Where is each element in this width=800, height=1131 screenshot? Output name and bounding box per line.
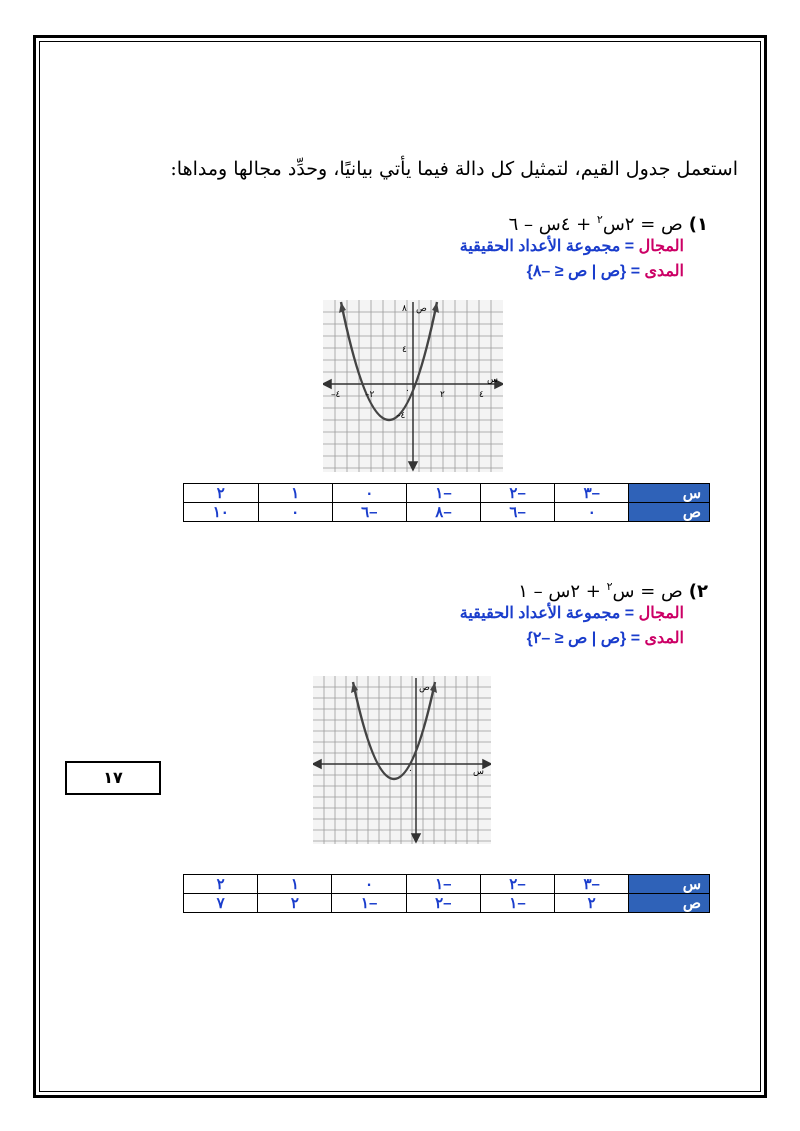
table-cell: ١ [258, 875, 332, 894]
problem-1-range: المدى = {ص | ص ≤ –٨} [526, 263, 684, 280]
table-cell: –١ [332, 894, 406, 913]
problem-2-number: ٢) [688, 581, 708, 602]
table-cell: –١ [406, 484, 480, 503]
table-cell: ٠ [258, 503, 332, 522]
y-tick-4: ٤ [402, 345, 407, 355]
table-cell: –١ [480, 894, 554, 913]
problem-1-domain: المجال = مجموعة الأعداد الحقيقية [459, 238, 684, 255]
x-axis-label: س [473, 767, 484, 777]
x-tick-4: ٤ [479, 390, 484, 400]
table-cell: –١ [406, 875, 480, 894]
problem-1 [460, 206, 708, 284]
y-header: ص [629, 503, 710, 522]
x-header: س [629, 875, 710, 894]
table-cell: ٠ [555, 503, 629, 522]
table-cell: ٠ [332, 484, 406, 503]
problem-2-table [183, 874, 710, 913]
table-cell: ٢ [184, 875, 258, 894]
page-number: ١٧ [65, 761, 161, 795]
table-row [184, 894, 710, 913]
table-cell: ٢ [555, 894, 629, 913]
table-row [184, 484, 710, 503]
x-tick-2: ٢ [440, 390, 445, 400]
x-tick-neg4: –٤ [331, 390, 341, 400]
table-cell: –٦ [332, 503, 406, 522]
y-axis-label: ص [416, 304, 427, 314]
problem-2-equation: ٢)ص = س$^٢$ + ٢س – ١ [518, 580, 708, 602]
problem-2-domain: المجال = مجموعة الأعداد الحقيقية [459, 605, 684, 622]
table-row [184, 503, 710, 522]
x-axis-label: س [487, 375, 498, 385]
x-tick-neg2: –٢ [365, 390, 375, 400]
y-tick-8: ٨ [402, 304, 407, 314]
table-cell: ٢ [184, 484, 259, 503]
problem-1-number: ١) [688, 214, 708, 235]
table-cell: ٧ [184, 894, 258, 913]
page-border-inner [39, 41, 761, 1092]
table-cell: –٨ [406, 503, 480, 522]
problem-1-table [183, 483, 710, 522]
problem-1-equation: ١)ص = ٢س$^٢$ + ٤س – ٦ [508, 213, 708, 235]
origin-label: ٠ [405, 386, 410, 396]
problem-2-range: المدى = {ص | ص ≤ –٢} [526, 630, 684, 647]
table-cell: –٣ [555, 875, 629, 894]
problem-2 [460, 573, 708, 651]
table-cell: ٢ [258, 894, 332, 913]
table-cell: –٢ [480, 875, 554, 894]
table-cell: –٢ [481, 484, 555, 503]
y-axis-label: ص [419, 683, 430, 693]
instruction-text: استعمل جدول القيم، لتمثيل كل دالة فيما يأتي بيانيًا، وحدِّد مجالها ومداها: [170, 158, 738, 180]
table-row [184, 875, 710, 894]
table-cell: ١ [258, 484, 332, 503]
origin-label: ٠ [408, 766, 413, 776]
table-cell: –٣ [555, 484, 629, 503]
table-cell: ١٠ [184, 503, 259, 522]
x-header: س [629, 484, 710, 503]
y-header: ص [629, 894, 710, 913]
table-cell: –٢ [406, 894, 480, 913]
y-tick-neg4: –٤ [396, 411, 406, 421]
table-cell: –٦ [481, 503, 555, 522]
problem-1-graph [323, 300, 503, 472]
problem-2-graph [313, 676, 491, 844]
table-cell: ٠ [332, 875, 406, 894]
